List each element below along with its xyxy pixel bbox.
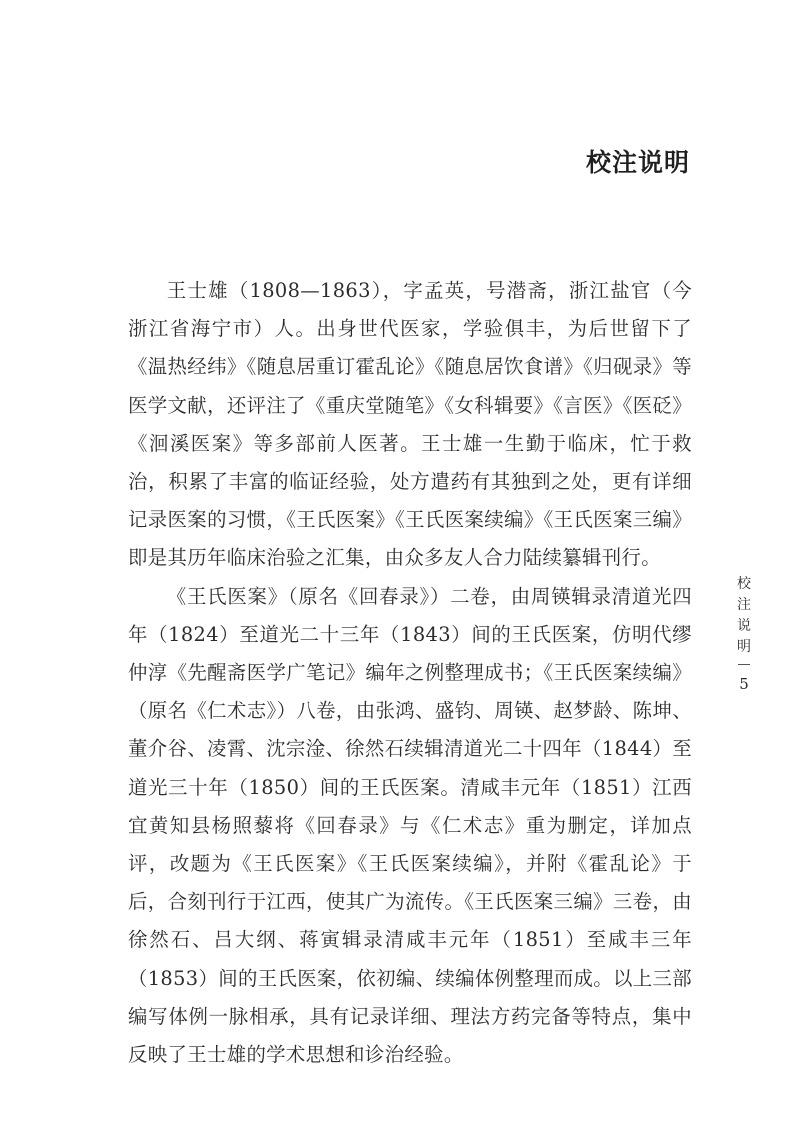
page-title: 校注说明 [585, 147, 690, 177]
paragraph-case-records: 《王氏医案》（原名《回春录》）二卷，由周锳辑录清道光四年（1824）至道光二十三年（1843）间的王氏医案，仿明代缪仲淳《先醒斋医学广笔记》编年之例整理成书；《王氏医案续编》（原名《仁术志》）八卷，由张鸿、盛钧、周锳、赵梦龄、陈坤、董介谷、凌霄、沈宗淦、徐然石续辑清道光二十四年（1844）至道光三十年（1850）间的王氏医案。清咸丰元年（1851）江西宜黄知县杨照藜将《回春录》与《仁术志》重为删定，详加点评，改题为《王氏医案》《王氏医案续编》，并附《霍乱论》于后，合刻刊行于江西，使其广为流传。《王氏医案三编》三卷，由徐然石、吕大纲、蒋寅辑录清咸丰元年（1851）至咸丰三年（1853）间的王氏医案，依初编、续编体例整理而成。以上三部编写体例一脉相承，具有记录详细、理法方药完备等特点，集中反映了王士雄的学术思想和诊治经验。 [128, 584, 693, 1067]
running-header-char: 明 [737, 639, 751, 655]
body-text [128, 272, 692, 1074]
running-header-char: 校 [737, 576, 751, 592]
running-header-char: 注 [737, 597, 751, 613]
running-header-char: 说 [737, 618, 751, 634]
page-number: 5 [739, 675, 749, 693]
paragraph-author-intro: 王士雄（1808—1863），字孟英，号潜斋，浙江盐官（今浙江省海宁市）人。出身世代医家，学验俱丰，为后世留下了《温热经纬》《随息居重订霍乱论》《随息居饮食谱》《归砚录》等医学文献，还评注了《重庆堂随笔》《女科辑要》《言医》《医砭》《洄溪医案》等多部前人医著。王士雄一生勤于临床，忙于救治，积累了丰富的临证经验，处方遣药有其独到之处，更有详细记录医案的习惯，《王氏医案》《王氏医案续编》《王氏医案三编》即是其历年临床治验之汇集，由众多友人合力陆续纂辑刊行。 [128, 279, 692, 570]
running-header [734, 574, 754, 693]
running-header-divider [738, 664, 750, 665]
